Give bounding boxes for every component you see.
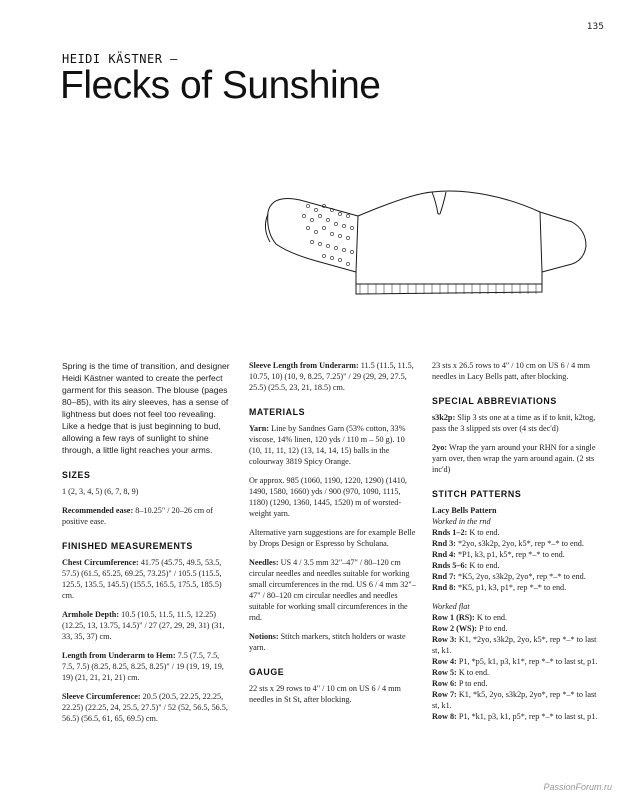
measure-label: Sleeve Length from Underarm:	[249, 361, 359, 370]
pattern-row	[432, 667, 604, 678]
abbrev-label: s3k2p:	[432, 413, 456, 422]
pattern-row	[432, 571, 604, 582]
needles-label: Needles:	[249, 558, 279, 567]
yarn-label: Yarn:	[249, 424, 270, 433]
yarn-approx: Or approx. 985 (1060, 1190, 1220, 1290) (1410, 1490, 1580, 1660) yds / 900 (970, 1090, 1115, 1180) (1290, 1360, 1445, 1520) m of worsted-weight yarn.	[249, 476, 407, 518]
pattern-row	[432, 634, 604, 656]
measure-label: Chest Circumference:	[62, 558, 139, 567]
row-value: K1, *2yo, s3k2p, 2yo, k5*, rep *–* to last st, k1.	[432, 635, 597, 655]
intro-text: Spring is the time of transition, and designer Heidi Kästner wanted to create the perfect garment for this season. The blouse (pages 80–85), with its airy sleeves, has a sense of lightness but does not feel too revealing. Like a hedge that is just beginning to bud, allowing a few rays of sunlight to shine through, a little light reaches your arms.	[62, 361, 230, 455]
flat-subheading: Worked flat	[432, 602, 470, 611]
row-value: P1, *k1, p3, k1, p5*, rep *–* to last st, p1.	[456, 712, 598, 721]
row-value: K to end.	[467, 561, 500, 570]
needles-value: US 4 / 3.5 mm 32"–47" / 80–120 cm circular needles and needles suitable for working small circumferences in the rnd. US 6 / 4 mm 32"–47" / 80–120 cm circular needles and needles suitable for working small circumferences in the rnd.	[249, 558, 416, 622]
row-value: *2yo, s3k2p, 2yo, k5*, rep *–* to end.	[455, 539, 584, 548]
row-value: K to end.	[467, 528, 500, 537]
pattern-row	[432, 656, 604, 667]
measure-value: 10.5 (10.5, 11.5, 11.5, 12.25) (12.25, 13, 13.75, 14.5)" / 27 (27, 29, 29, 31) (31, 33, 35, 37) cm.	[62, 610, 225, 641]
column-middle	[249, 360, 417, 713]
pattern-row	[432, 689, 604, 711]
measure-label: Armhole Depth:	[62, 610, 120, 619]
sleeve-circumference	[62, 691, 230, 724]
pattern-row	[432, 678, 604, 689]
pattern-row	[432, 711, 604, 722]
abbrev-label: 2yo:	[432, 443, 448, 452]
length-underarm-hem	[62, 650, 230, 683]
row-label: Rnds 5–6:	[432, 561, 468, 570]
designer-name: HEIDI KÄSTNER —	[62, 52, 178, 66]
gauge-stst: 22 sts x 29 rows to 4" / 10 cm on US 6 / 4 mm needles in St St, after blocking.	[249, 684, 401, 704]
measure-value: 20.5 (20.5, 22.25, 22.25, 22.25) (22.25, 24, 25.5, 27.5)" / 52 (52, 56.5, 56.5, 56.5) (56.5, 61, 65, 69.5) cm.	[62, 692, 228, 723]
row-value: *K5, 2yo, s3k2p, 2yo*, rep *–* to end.	[455, 572, 586, 581]
pattern-row	[432, 538, 604, 549]
page-number: 135	[586, 22, 604, 32]
measure-value: 7.5 (7.5, 7.5, 7.5, 7.5) (8.25, 8.25, 8.25, 8.25)" / 19 (19, 19, 19, 19) (21, 21, 21, 21) cm.	[62, 651, 224, 682]
pattern-row	[432, 549, 604, 560]
row-label: Row 4:	[432, 657, 457, 666]
spacer	[432, 593, 604, 601]
stitch-patterns-heading: STITCH PATTERNS	[432, 489, 522, 499]
pattern-row	[432, 623, 604, 634]
notions-value: Stitch markers, stitch holders or waste yarn.	[249, 632, 406, 652]
column-right	[432, 360, 604, 722]
row-label: Row 3:	[432, 635, 457, 644]
ease-value: 8–10.25" / 20–26 cm of positive ease.	[62, 506, 213, 526]
measure-label: Length from Underarm to Hem:	[62, 651, 176, 660]
sweater-schematic	[260, 172, 590, 312]
yarn-value: Line by Sandnes Garn (53% cotton, 33% viscose, 14% linen, 120 yds / 110 m – 50 g). 10 (10, 11, 11, 12) (13, 14, 14, 15) balls in the colourway 3819 Spicy Orange.	[249, 424, 406, 466]
chest-circumference	[62, 557, 230, 601]
sleeve-length	[249, 360, 417, 393]
yarn-info	[249, 423, 417, 467]
pattern-name: Lacy Bells Pattern	[432, 506, 497, 515]
measure-label: Sleeve Circumference:	[62, 692, 141, 701]
notions-label: Notions:	[249, 632, 279, 641]
row-label: Rnd 7:	[432, 572, 456, 581]
sizes-heading: SIZES	[62, 470, 91, 480]
row-label: Rnd 4:	[432, 550, 456, 559]
row-label: Row 6:	[432, 679, 457, 688]
row-value: K to end.	[456, 668, 490, 677]
row-value: K1, *k5, 2yo, s3k2p, 2yo*, rep *–* to last st, k1.	[432, 690, 597, 710]
ease-label: Recommended ease:	[62, 506, 134, 515]
row-label: Row 1 (RS):	[432, 613, 475, 622]
abbrev-s3k2p	[432, 412, 604, 434]
row-value: K to end.	[474, 613, 508, 622]
armhole-depth	[62, 609, 230, 642]
abbrev-2yo	[432, 442, 604, 475]
pattern-row	[432, 527, 604, 538]
notions-info	[249, 631, 417, 653]
measure-value: 11.5 (11.5, 11.5, 10.75, 10) (10, 9, 8.25, 7.25)" / 29 (29, 29, 27.5, 25.5) (25.5, 23, 21, 18.5) cm.	[249, 361, 414, 392]
abbrev-value: Slip 3 sts one at a time as if to knit, k2tog, pass the 3 slipped sts over (4 sts dec'd)	[432, 413, 596, 433]
row-label: Row 5:	[432, 668, 457, 677]
row-label: Rnd 3:	[432, 539, 456, 548]
row-value: *P1, k3, p1, k5*, rep *–* to end.	[455, 550, 565, 559]
abbreviations-heading: SPECIAL ABBREVIATIONS	[432, 396, 557, 406]
sizes-list: 1 (2, 3, 4, 5) (6, 7, 8, 9)	[62, 487, 139, 496]
measure-value: 41.75 (45.75, 49.5, 53.5, 57.5) (61.5, 65.25, 69.25, 73.25)" / 105.5 (115.5, 125.5, 135.5, 145.5) (155.5, 165.5, 175.5, 185.5) cm.	[62, 558, 222, 600]
finished-measurements-heading: FINISHED MEASUREMENTS	[62, 541, 193, 551]
lacy-bells-pattern	[432, 505, 604, 722]
pattern-row	[432, 582, 604, 593]
row-label: Row 7:	[432, 690, 457, 699]
row-value: P to end.	[456, 679, 488, 688]
row-label: Row 2 (WS):	[432, 624, 478, 633]
gauge-heading: GAUGE	[249, 667, 285, 677]
pattern-row	[432, 612, 604, 623]
row-value: P1, *p5, k1, p3, k1*, rep *–* to last st, p1.	[456, 657, 598, 666]
pattern-row	[432, 560, 604, 571]
gauge-lacy: 23 sts x 26.5 rows to 4" / 10 cm on US 6 / 4 mm needles in Lacy Bells patt, after blocking.	[432, 361, 591, 381]
pattern-title: Flecks of Sunshine	[60, 64, 381, 107]
needles-info	[249, 557, 417, 623]
column-left	[62, 360, 230, 732]
recommended-ease	[62, 505, 230, 527]
abbrev-value: Wrap the yarn around your RHN for a single yarn over, then wrap the yarn around again. (2 sts inc'd)	[432, 443, 596, 474]
row-label: Row 8:	[432, 712, 457, 721]
row-value: P to end.	[477, 624, 508, 633]
watermark: PassionForum.ru	[543, 782, 612, 792]
row-value: *K5, p1, k3, p1*, rep *–* to end.	[455, 583, 567, 592]
yarn-alternatives: Alternative yarn suggestions are for example Belle by Drops Design or Espresso by Schulana.	[249, 528, 416, 548]
row-label: Rnds 1–2:	[432, 528, 468, 537]
row-label: Rnd 8:	[432, 583, 456, 592]
rnd-subheading: Worked in the rnd	[432, 517, 491, 526]
materials-heading: MATERIALS	[249, 407, 306, 417]
